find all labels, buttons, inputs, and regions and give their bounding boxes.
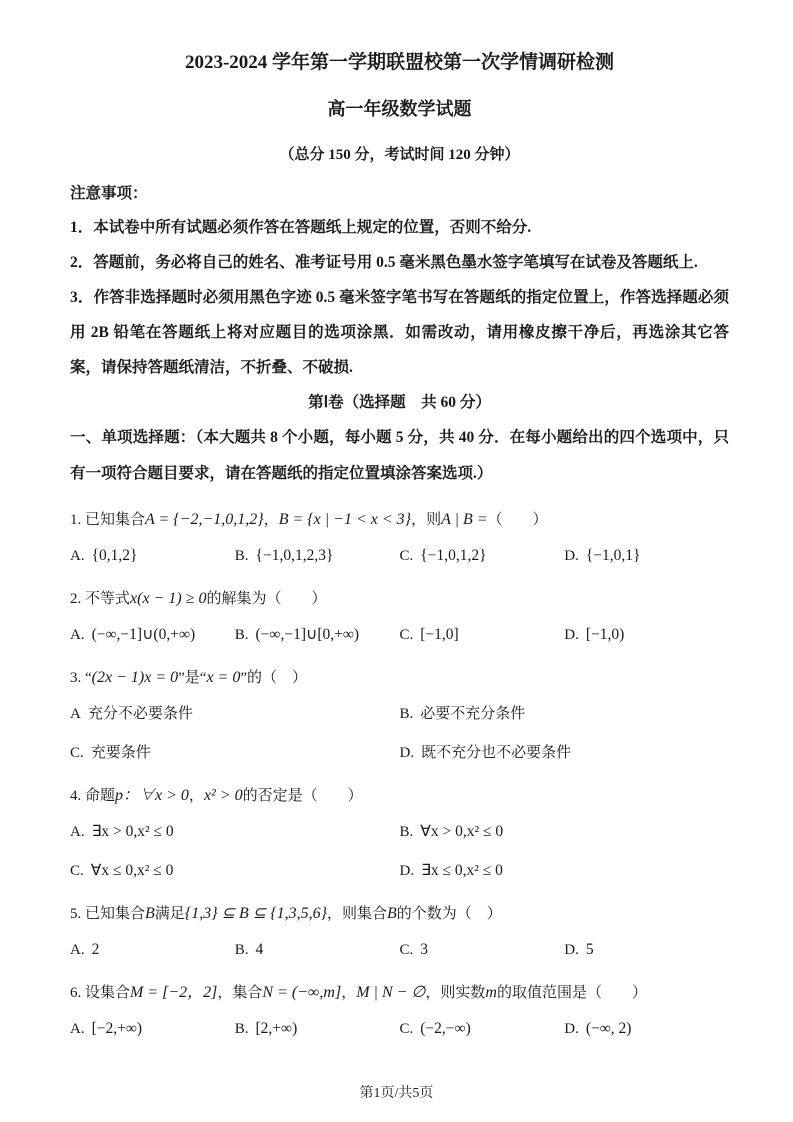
option-label: A.: [70, 1021, 85, 1037]
math-expression: B = {x | −1 < x < 3}: [278, 511, 412, 528]
option-label: D.: [399, 745, 415, 761]
option-math-expression: {−1,0,1,2}: [420, 547, 487, 564]
question-4-option-C: [70, 856, 400, 886]
question-6: [70, 976, 729, 1044]
option-label: A: [70, 706, 81, 722]
math-expression: p：∀x > 0: [115, 787, 189, 804]
question-4-option-B: [400, 817, 730, 847]
stem-text: 的取值范围是（ ）: [496, 985, 647, 1001]
option-label: B.: [234, 627, 249, 643]
stem-text: ，则实数: [425, 985, 486, 1001]
math-expression: A | B =: [441, 511, 488, 528]
question-6-option-D: [564, 1014, 729, 1044]
option-math-expression: [2,+∞): [255, 1020, 298, 1037]
math-expression: M = [−2，2]: [130, 984, 218, 1001]
option-label: C.: [399, 1021, 414, 1037]
question-2-option-C: [400, 620, 565, 650]
notice-item-2: 2．答题前，务必将自己的姓名、准考证号用 0.5 毫米黑色墨水签字笔填写在试卷及答题纸上.: [70, 254, 698, 271]
stem-text: 的个数为（ ）: [396, 906, 502, 922]
stem-text: 2. 不等式: [70, 591, 131, 607]
stem-text: （ ）: [487, 512, 548, 528]
questions: [70, 503, 729, 1044]
question-4-options: [70, 817, 729, 886]
exam-title: 2023-2024 学年第一学期联盟校第一次学情调研检测: [184, 52, 615, 73]
question-2-option-A: [70, 620, 235, 650]
question-6-option-B: [235, 1014, 400, 1044]
question-2-option-B: [235, 620, 400, 650]
stem-text: 3. “: [70, 670, 92, 686]
option-label: A.: [70, 627, 85, 643]
option-label: C.: [399, 548, 414, 564]
option-label: D.: [564, 548, 579, 564]
math-expression: x² > 0: [203, 787, 243, 804]
stem-text: ”的（ ）: [240, 670, 308, 686]
math-expression: B: [387, 905, 397, 922]
notice-item-1: 1．本试卷中所有试题必须作答在答题纸上规定的位置，否则不给分.: [70, 219, 532, 236]
stem-text: ，: [188, 788, 204, 804]
question-1-options: [70, 541, 729, 571]
question-5-option-C: [400, 935, 565, 965]
stem-text: ，: [341, 985, 357, 1001]
option-text: 充要条件: [90, 745, 151, 761]
option-math-expression: {−1,0,1,2,3}: [255, 547, 334, 564]
math-expression: A = {−2,−1,0,1,2}: [145, 511, 264, 528]
option-text: 充分不必要条件: [87, 706, 193, 722]
stem-text: ，则集合: [327, 906, 388, 922]
question-2: [70, 582, 729, 650]
question-4: [70, 779, 729, 886]
math-expression: (2x − 1)x = 0: [91, 669, 179, 686]
question-5-option-B: [235, 935, 400, 965]
option-label: B.: [399, 824, 414, 840]
option-label: C.: [399, 942, 414, 958]
option-label: B.: [234, 1021, 249, 1037]
option-math-expression: {−1,0,1}: [585, 547, 641, 564]
stem-text: 4. 命题: [70, 788, 116, 804]
option-text: 必要不充分条件: [420, 706, 526, 722]
question-1-option-B: [235, 541, 400, 571]
stem-text: 的否定是（ ）: [242, 788, 363, 804]
question-1-stem: [70, 503, 729, 537]
question-4-option-A: [70, 817, 400, 847]
question-6-stem: [70, 976, 729, 1010]
option-label: D.: [564, 627, 579, 643]
notice-heading: 注意事项：: [70, 185, 148, 202]
question-3-stem: [70, 661, 729, 695]
option-math-expression: [−1,0]: [420, 626, 459, 643]
option-math-expression: ∀x ≤ 0,x² ≤ 0: [90, 862, 174, 879]
option-label: D.: [564, 942, 579, 958]
page-number: 第1页/共5页: [359, 1086, 434, 1101]
question-1-option-A: [70, 541, 235, 571]
option-math-expression: [−1,0): [585, 626, 625, 643]
option-math-expression: 2: [91, 941, 100, 958]
stem-text: 6. 设集合: [70, 985, 131, 1001]
stem-text: ，: [263, 512, 279, 528]
option-label: D.: [399, 863, 415, 879]
option-math-expression: 5: [585, 941, 594, 958]
math-expression: {1,3} ⊆ B ⊆ {1,3,5,6}: [184, 905, 327, 922]
question-3-option-A: [70, 699, 400, 729]
option-math-expression: ∃x > 0,x² ≤ 0: [91, 823, 174, 840]
option-math-expression: [−2,+∞): [91, 1020, 143, 1037]
question-5-option-D: [564, 935, 729, 965]
question-1-option-C: [400, 541, 565, 571]
option-math-expression: (−2,−∞): [420, 1020, 471, 1037]
question-2-option-D: [564, 620, 729, 650]
question-5-option-A: [70, 935, 235, 965]
option-label: C.: [70, 863, 84, 879]
option-math-expression: (−∞,−1]∪[0,+∞): [255, 626, 360, 643]
stem-text: ，则: [411, 512, 442, 528]
section-1-title: 第Ⅰ卷（选择题 共 60 分）: [308, 394, 491, 411]
question-6-option-C: [400, 1014, 565, 1044]
stem-text: 1. 已知集合: [70, 512, 146, 528]
stem-text: 满足: [154, 906, 185, 922]
option-label: A.: [70, 824, 85, 840]
stem-text: ，集合: [217, 985, 263, 1001]
option-math-expression: {0,1,2}: [91, 547, 138, 564]
question-3-options: [70, 699, 729, 768]
option-label: B.: [234, 548, 249, 564]
math-expression: x(x − 1) ≥ 0: [130, 590, 207, 607]
question-5-stem: [70, 897, 729, 931]
question-3: [70, 661, 729, 768]
question-3-option-D: [400, 738, 730, 768]
stem-text: 5. 已知集合: [70, 906, 146, 922]
option-math-expression: 3: [420, 941, 429, 958]
option-label: A.: [70, 548, 85, 564]
math-expression: M | N − ∅: [356, 984, 426, 1001]
exam-subtitle: 高一年级数学试题: [327, 99, 472, 119]
option-label: C.: [399, 627, 414, 643]
option-label: B.: [234, 942, 249, 958]
option-text: 既不充分也不必要条件: [421, 745, 572, 761]
question-1-option-D: [564, 541, 729, 571]
question-1: [70, 503, 729, 571]
option-math-expression: (−∞,−1]∪(0,+∞): [91, 626, 196, 643]
score-duration: （总分 150 分，考试时间 120 分钟）: [279, 147, 520, 163]
question-2-options: [70, 620, 729, 650]
question-5-options: [70, 935, 729, 965]
question-6-option-A: [70, 1014, 235, 1044]
question-4-option-D: [400, 856, 730, 886]
question-6-options: [70, 1014, 729, 1044]
math-expression: B: [145, 905, 155, 922]
option-label: A.: [70, 942, 85, 958]
option-label: D.: [564, 1021, 579, 1037]
option-math-expression: ∃x ≤ 0,x² ≤ 0: [421, 862, 503, 879]
option-math-expression: ∀x > 0,x² ≤ 0: [420, 823, 504, 840]
question-3-option-B: [400, 699, 730, 729]
question-4-stem: [70, 779, 729, 813]
math-expression: N = (−∞,m]: [262, 984, 342, 1001]
question-3-option-C: [70, 738, 400, 768]
option-math-expression: 4: [255, 941, 264, 958]
stem-text: 的解集为（ ）: [206, 591, 327, 607]
option-label: B.: [399, 706, 414, 722]
math-expression: x = 0: [206, 669, 241, 686]
option-label: C.: [70, 745, 84, 761]
notice-item-3: 3．作答非选择题时必须用黑色字迹 0.5 毫米签字笔书写在答题纸的指定位置上，作答选择题必须用 2B 铅笔在答题纸上将对应题目的选项涂黑．如需改动，请用橡皮擦干净后，再选涂其它答案，请保持答题纸清洁，不折叠、不破损.: [70, 289, 729, 376]
part-1-intro: 一、单项选择题：（本大题共 8 个小题，每小题 5 分，共 40 分．在每小题给出的四个选项中，只有一项符合题目要求，请在答题纸的指定位置填涂答案选项.）: [70, 429, 729, 482]
question-5: [70, 897, 729, 965]
question-2-stem: [70, 582, 729, 616]
stem-text: ”是“: [178, 670, 207, 686]
option-math-expression: (−∞, 2): [585, 1020, 632, 1037]
math-expression: m: [485, 984, 497, 1001]
